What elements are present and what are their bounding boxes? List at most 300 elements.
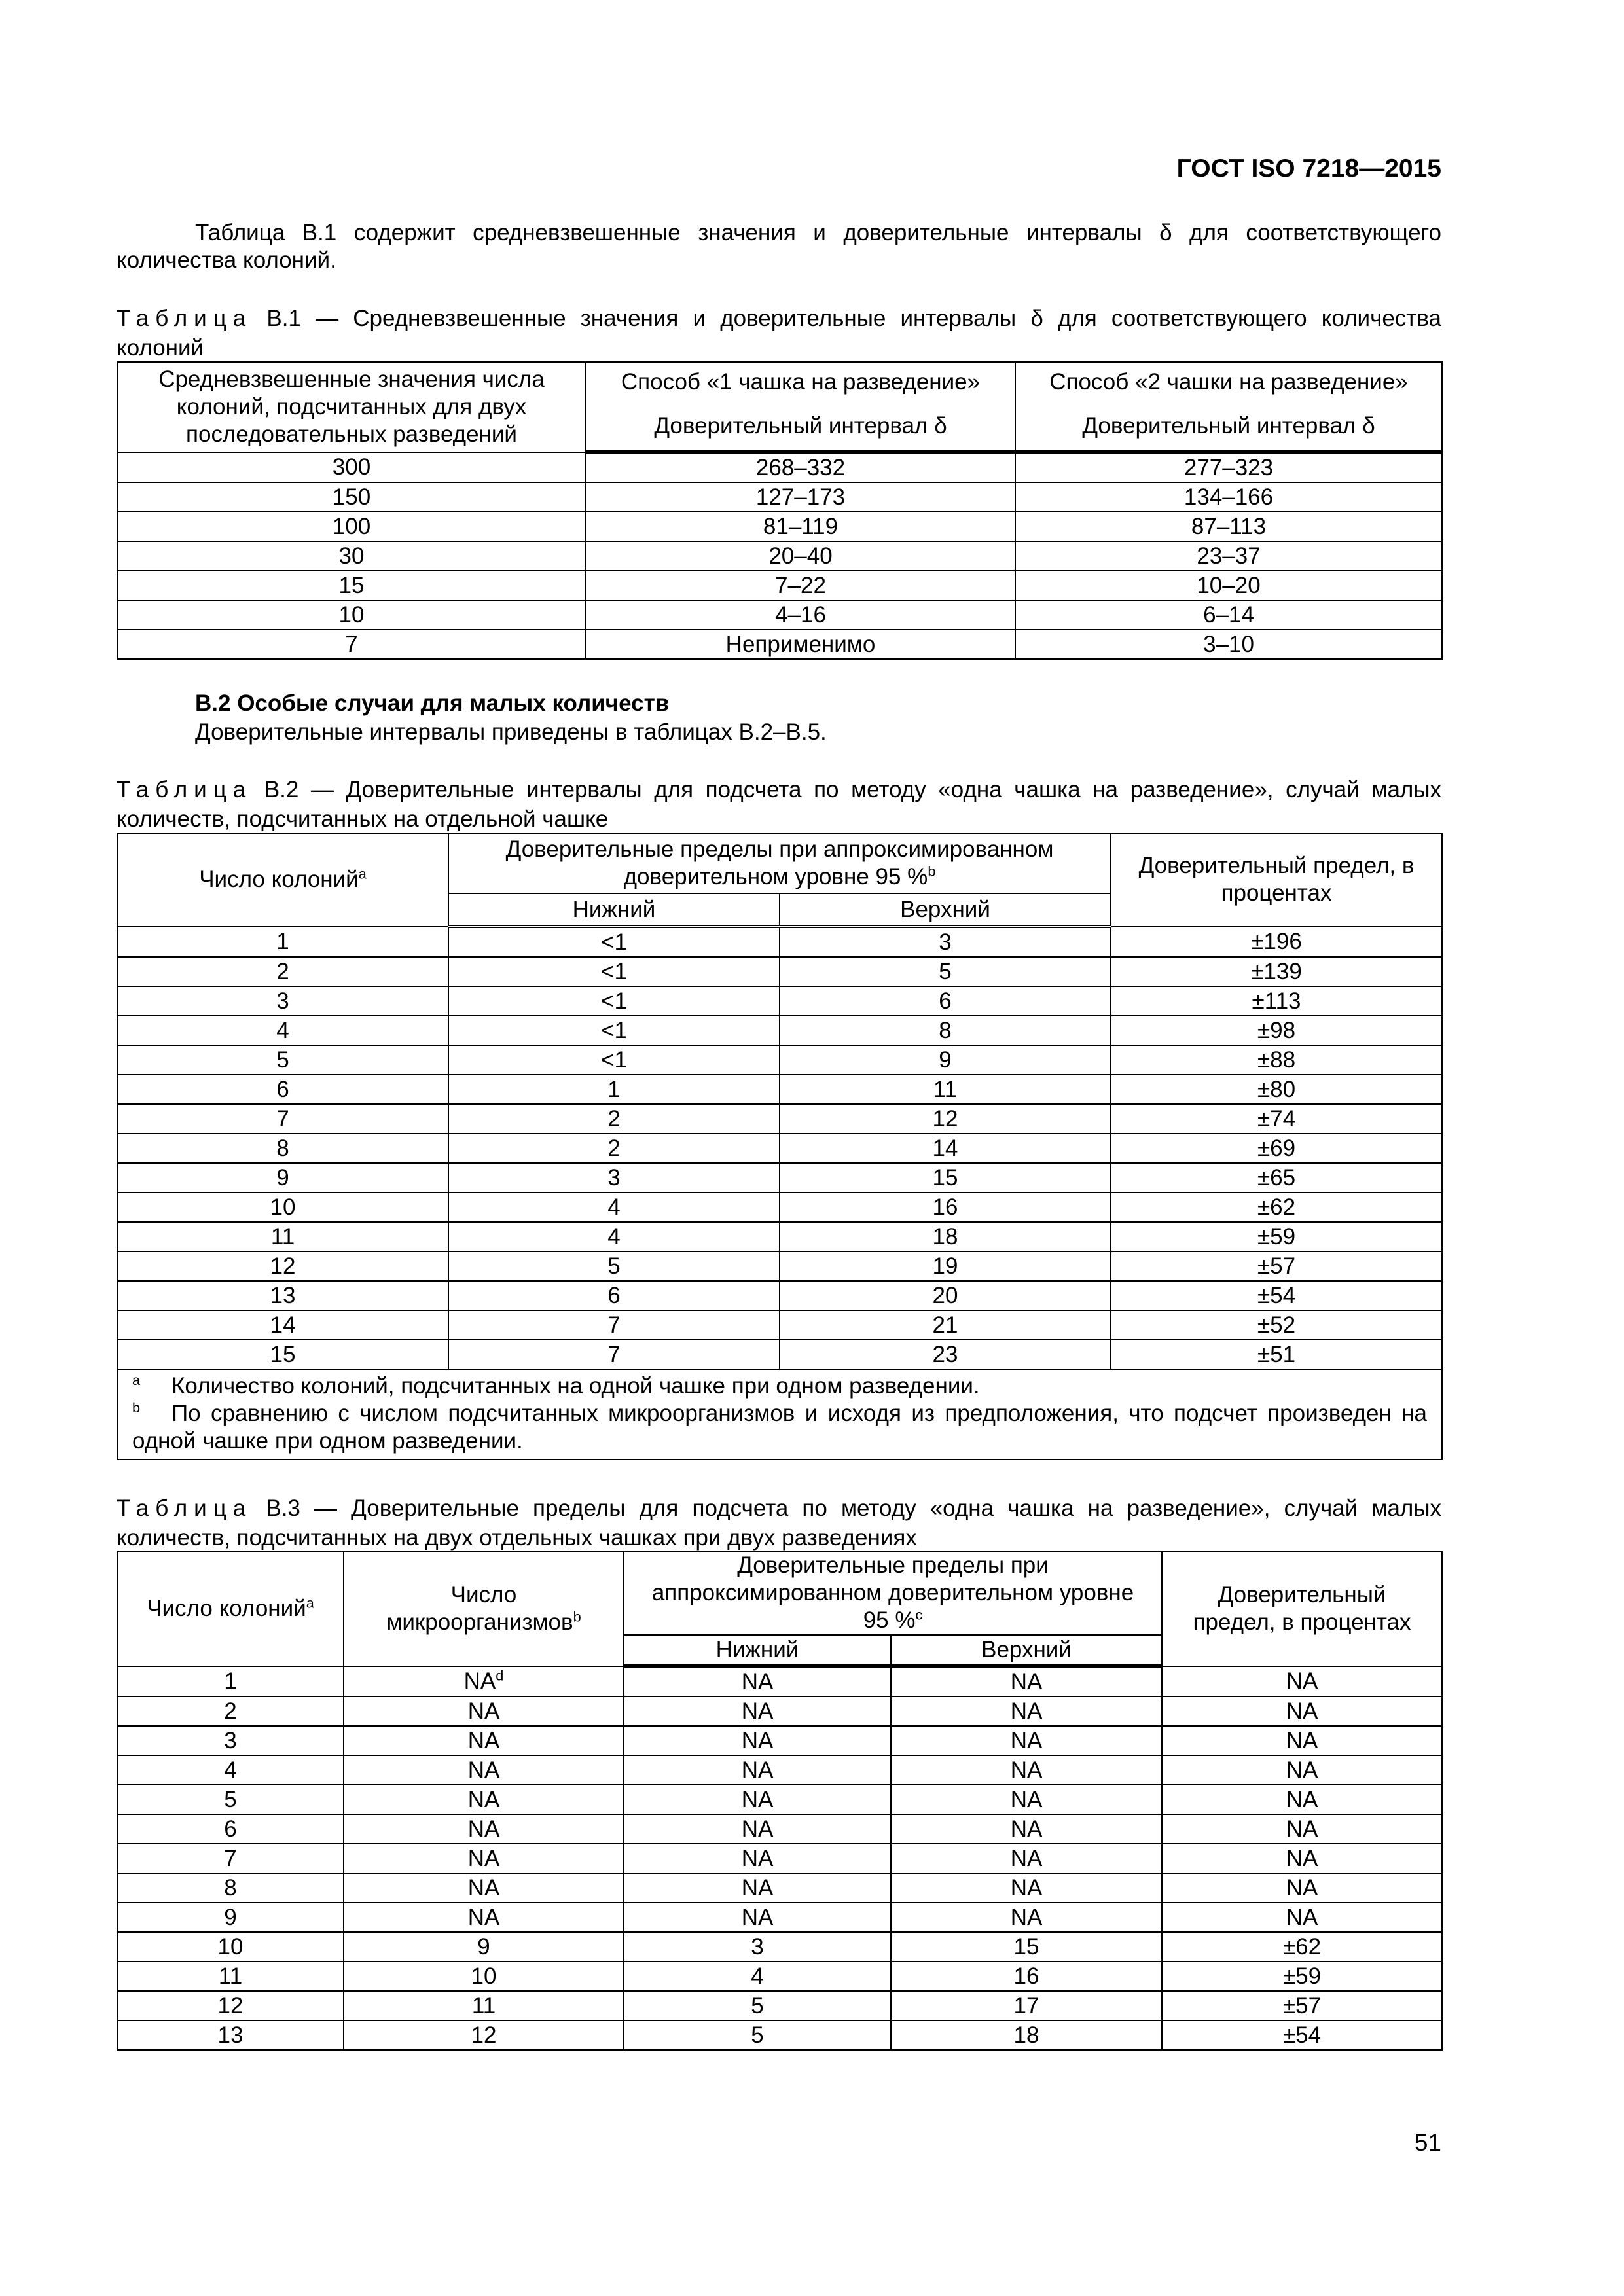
table-cell	[624, 1666, 891, 1697]
table1-caption-text: В.1 — Средневзвешенные значения и доверительные интервалы δ для соответствующего количества колоний	[117, 306, 1441, 361]
table-row	[117, 1222, 1442, 1251]
cell-value: ±80	[1257, 1076, 1296, 1102]
table-cell	[586, 512, 1015, 541]
cell-value: 4	[607, 1223, 621, 1249]
cell-value: NA	[1286, 1816, 1318, 1842]
cell-value: NA	[467, 1757, 500, 1783]
table2-caption	[117, 776, 1441, 834]
cell-value: 10	[338, 601, 365, 628]
cell-value: NA	[1010, 1904, 1043, 1930]
cell-value: ±88	[1257, 1047, 1296, 1073]
section-b2-title: В.2 Особые случаи для малых количеств	[195, 691, 670, 716]
table-cell	[780, 1193, 1111, 1222]
table-cell	[1111, 1310, 1442, 1340]
table-row	[117, 927, 1442, 958]
table2-caption-label: Таблица	[117, 777, 253, 802]
table2-header-colonies-sup: a	[358, 865, 367, 882]
table-row	[117, 957, 1442, 986]
table-cell	[1111, 1193, 1442, 1222]
cell-value: 20	[932, 1282, 958, 1308]
table-cell	[117, 1163, 448, 1193]
intro-paragraph: Таблица В.1 содержит средневзвешенные значения и доверительные интервалы δ для соответствующего количества колоний.	[117, 220, 1441, 273]
table-row	[117, 630, 1442, 659]
table-cell	[344, 2020, 624, 2050]
table-row	[117, 1045, 1442, 1075]
table-cell	[1162, 1755, 1442, 1785]
table-cell	[448, 1045, 780, 1075]
cell-value: 4	[751, 1963, 764, 1989]
table-row	[117, 1696, 1442, 1726]
cell-value: 10	[471, 1963, 497, 1989]
table-cell	[891, 1844, 1162, 1873]
table-cell	[117, 512, 586, 541]
table-cell	[624, 1873, 891, 1903]
cell-value: NA	[467, 1904, 500, 1930]
table-cell	[891, 1932, 1162, 1962]
table1-body	[117, 452, 1442, 660]
table3-header-colonies	[117, 1551, 344, 1666]
table2-footnote-a: $^a$ Количество колоний, подсчитанных на одной чашке при одном разведении.	[132, 1372, 980, 1399]
cell-value: 11	[933, 1076, 958, 1102]
cell-value: 8	[939, 1017, 952, 1043]
cell-value: 3	[607, 1164, 621, 1191]
table-cell	[1015, 571, 1442, 600]
cell-value: 6–14	[1203, 601, 1254, 628]
table3-header-colonies-sup: a	[306, 1594, 314, 1611]
table2-footnote-b: $^b$ По сравнению с числом подсчитанных микроорганизмов и исходя из предположения, что подсчет произведен на одной чашке при одном разведении.	[132, 1399, 1428, 1454]
table-row	[117, 1991, 1442, 2020]
cell-value: 5	[224, 1786, 237, 1812]
table2-header-colonies	[117, 833, 448, 927]
table-cell	[344, 1844, 624, 1873]
table-row	[117, 1785, 1442, 1814]
table-cell	[1162, 1726, 1442, 1755]
table-cell	[344, 1814, 624, 1844]
table-cell	[1162, 1696, 1442, 1726]
table-cell	[780, 986, 1111, 1016]
table3	[117, 1551, 1443, 2051]
cell-value: NA	[741, 1816, 774, 1842]
cell-value: NA	[1010, 1874, 1043, 1901]
cell-value: ±98	[1257, 1017, 1296, 1043]
table-cell	[448, 1134, 780, 1163]
cell-value: 1	[607, 1076, 621, 1102]
table-cell	[344, 1726, 624, 1755]
table-cell	[117, 1222, 448, 1251]
cell-value: ±57	[1257, 1253, 1296, 1279]
table-cell	[1111, 957, 1442, 986]
cell-value: 10	[217, 1933, 244, 1960]
table-cell	[344, 1991, 624, 2020]
cell-value: NA	[1010, 1727, 1043, 1753]
cell-value: ±113	[1252, 988, 1301, 1014]
cell-value: NA	[741, 1874, 774, 1901]
table-cell	[448, 1193, 780, 1222]
section-b2-text: Доверительные интервалы приведены в таблицах В.2–В.5.	[195, 719, 827, 745]
table-cell	[117, 1873, 344, 1903]
cell-value: 13	[270, 1282, 296, 1308]
table-cell	[117, 600, 586, 630]
table-cell	[1162, 1962, 1442, 1991]
table-cell	[780, 957, 1111, 986]
cell-value: ±139	[1251, 958, 1302, 984]
cell-value: NA	[1286, 1904, 1318, 1930]
table3-body	[117, 1666, 1442, 2051]
cell-value: 81–119	[763, 513, 839, 539]
cell-value: NA	[463, 1668, 496, 1694]
cell-value: ±62	[1282, 1933, 1322, 1960]
table-row	[117, 1163, 1442, 1193]
table-cell	[624, 1844, 891, 1873]
table3-header-limits-label: Доверительные пределы при аппроксимированном доверительном уровне 95 %	[651, 1552, 1134, 1633]
table-row	[117, 1814, 1442, 1844]
table-cell	[780, 1340, 1111, 1369]
table-cell	[448, 1340, 780, 1369]
table-cell	[780, 1163, 1111, 1193]
table-cell	[1162, 1903, 1442, 1932]
cell-value: ±51	[1257, 1341, 1296, 1367]
table1-caption-label: Таблица	[117, 306, 253, 331]
table3-header-colonies-label: Число колоний	[147, 1595, 306, 1621]
table2-header-lower: Нижний	[448, 893, 780, 927]
table-cell	[780, 1075, 1111, 1104]
cell-value: NA	[467, 1845, 500, 1871]
cell-value: NA	[1286, 1727, 1318, 1753]
table3-header-upper: Верхний	[891, 1635, 1162, 1666]
cell-value: NA	[741, 1668, 774, 1695]
cell-value: 30	[338, 543, 365, 569]
cell-value: 12	[217, 1992, 244, 2018]
cell-value: 150	[332, 484, 371, 510]
table-cell	[448, 1222, 780, 1251]
cell-value: 7	[276, 1105, 289, 1132]
cell-value: ±74	[1257, 1105, 1296, 1132]
cell-value: 19	[932, 1253, 958, 1279]
cell-value: 11	[471, 1992, 496, 2018]
table-cell	[117, 1755, 344, 1785]
table3-header-percent: Доверительный предел, в процентах	[1162, 1551, 1442, 1666]
table-cell	[1162, 1991, 1442, 2020]
table-cell	[117, 957, 448, 986]
cell-value: 6	[607, 1282, 621, 1308]
table-row	[117, 1251, 1442, 1281]
cell-value: 15	[270, 1341, 296, 1367]
table-cell	[780, 1016, 1111, 1045]
page-number: 51	[1414, 2129, 1441, 2156]
cell-value: NA	[1010, 1698, 1043, 1724]
table-cell	[586, 630, 1015, 659]
table2-footnotes	[117, 1369, 1442, 1460]
table-cell	[1162, 1873, 1442, 1903]
table-cell	[780, 927, 1111, 958]
cell-value: 13	[217, 2022, 244, 2048]
cell-value: 2	[276, 958, 289, 984]
cell-value: 4	[607, 1194, 621, 1220]
table-cell	[117, 1134, 448, 1163]
table-row	[117, 1193, 1442, 1222]
table-row	[117, 1281, 1442, 1310]
cell-value: 3	[939, 929, 952, 955]
table-cell	[891, 1903, 1162, 1932]
cell-value: 18	[932, 1223, 958, 1249]
cell-value: 12	[270, 1253, 296, 1279]
cell-value: Неприменимо	[725, 631, 876, 657]
table-cell	[1015, 541, 1442, 571]
table3-header-microorganisms-label: Число микроорганизмов	[386, 1581, 573, 1635]
cell-value: NA	[467, 1874, 500, 1901]
cell-value: <1	[601, 929, 627, 955]
footnote-a-text: Количество колоний, подсчитанных на одной чашке при одном разведении.	[171, 1373, 980, 1399]
table-cell	[117, 1251, 448, 1281]
table-cell	[117, 1310, 448, 1340]
cell-value: 11	[218, 1963, 243, 1989]
table-cell	[624, 1814, 891, 1844]
table-cell	[117, 927, 448, 958]
cell-value: 4	[224, 1757, 237, 1783]
table2-header-percent: Доверительный предел, в процентах	[1111, 833, 1442, 927]
table-cell	[448, 986, 780, 1016]
table2-header-colonies-label: Число колоний	[199, 867, 359, 893]
table-cell	[117, 630, 586, 659]
table-cell	[624, 1991, 891, 2020]
cell-value: NA	[741, 1786, 774, 1812]
table-cell	[586, 600, 1015, 630]
table1-header-col2-title: Способ «1 чашка на разведение»	[586, 362, 1015, 402]
cell-value: 14	[932, 1135, 958, 1161]
cell-value: NA	[741, 1698, 774, 1724]
table-cell	[448, 957, 780, 986]
cell-value: 2	[607, 1135, 621, 1161]
cell-value: NA	[1010, 1668, 1043, 1695]
table-cell	[117, 2020, 344, 2050]
cell-value: NA	[1286, 1786, 1318, 1812]
table3-first-row-sup: d	[496, 1667, 504, 1684]
cell-value: NA	[1010, 1845, 1043, 1871]
table-cell	[1015, 482, 1442, 512]
table-cell	[117, 1932, 344, 1962]
table-cell	[624, 1785, 891, 1814]
cell-value: NA	[741, 1727, 774, 1753]
cell-value: 3	[224, 1727, 237, 1753]
cell-value: 9	[224, 1904, 237, 1930]
table-cell	[1111, 1075, 1442, 1104]
table-cell	[117, 986, 448, 1016]
cell-value: NA	[1010, 1816, 1043, 1842]
cell-value: <1	[601, 958, 627, 984]
table-cell	[624, 1696, 891, 1726]
table2-header-limits	[448, 833, 1111, 893]
cell-value: ±59	[1282, 1963, 1322, 1989]
cell-value: <1	[601, 988, 627, 1014]
table-row	[117, 600, 1442, 630]
table-cell	[344, 1873, 624, 1903]
cell-value: NA	[1010, 1757, 1043, 1783]
table-cell	[780, 1310, 1111, 1340]
cell-value: 5	[939, 958, 952, 984]
cell-value: NA	[1286, 1668, 1318, 1694]
cell-value: NA	[467, 1698, 500, 1724]
cell-value: 127–173	[755, 484, 846, 510]
cell-value: 5	[751, 1992, 764, 2018]
cell-value: 16	[932, 1194, 958, 1220]
table-row	[117, 986, 1442, 1016]
cell-value: 15	[932, 1164, 958, 1191]
table-cell	[780, 1134, 1111, 1163]
cell-value: 3–10	[1203, 631, 1254, 657]
table-cell	[624, 1932, 891, 1962]
cell-value: 300	[332, 454, 371, 480]
cell-value: NA	[1286, 1698, 1318, 1724]
cell-value: 6	[224, 1816, 237, 1842]
cell-value: 4–16	[775, 601, 826, 628]
cell-value: ±54	[1257, 1282, 1296, 1308]
cell-value: NA	[741, 1904, 774, 1930]
cell-value: NA	[467, 1816, 500, 1842]
table-cell	[891, 1873, 1162, 1903]
table-row	[117, 1340, 1442, 1369]
table-cell	[1111, 1222, 1442, 1251]
table-cell	[117, 482, 586, 512]
table-cell	[117, 1844, 344, 1873]
table-cell	[344, 1962, 624, 1991]
table-cell	[586, 482, 1015, 512]
table-row	[117, 482, 1442, 512]
table-cell	[1162, 1932, 1442, 1962]
table-cell	[891, 1666, 1162, 1697]
cell-value: 9	[477, 1933, 490, 1960]
table-cell	[117, 1016, 448, 1045]
table-cell	[891, 1962, 1162, 1991]
cell-value: NA	[467, 1786, 500, 1812]
table-cell	[586, 571, 1015, 600]
cell-value: 8	[276, 1135, 289, 1161]
table3-caption-text: В.3 — Доверительные пределы для подсчета по методу «одна чашка на разведение», случай малых количеств, подсчитанных на двух отдельных чашках при двух разведениях	[117, 1496, 1441, 1551]
cell-value: 10–20	[1197, 572, 1261, 598]
cell-value: 1	[224, 1668, 237, 1694]
table3-header-limits	[624, 1551, 1162, 1635]
cell-value: 15	[1013, 1933, 1039, 1960]
table-row	[117, 1755, 1442, 1785]
cell-value: 2	[607, 1105, 621, 1132]
table-row	[117, 1075, 1442, 1104]
table-row	[117, 1726, 1442, 1755]
cell-value: NA	[1286, 1874, 1318, 1901]
cell-value: 3	[276, 988, 289, 1014]
cell-value: NA	[741, 1757, 774, 1783]
table-row	[117, 1134, 1442, 1163]
cell-value: 9	[939, 1047, 952, 1073]
table1-header-col1: Средневзвешенные значения числа колоний, подсчитанных для двух последовательных разведений	[117, 362, 586, 452]
table-cell	[117, 1785, 344, 1814]
table-cell	[448, 927, 780, 958]
table-cell	[117, 1666, 344, 1697]
table-row	[117, 2020, 1442, 2050]
cell-value: ±65	[1257, 1164, 1296, 1191]
table-cell	[117, 1193, 448, 1222]
cell-value: ±52	[1257, 1312, 1296, 1338]
cell-value: 6	[276, 1076, 289, 1102]
table-cell	[624, 1962, 891, 1991]
table-cell	[891, 1755, 1162, 1785]
table-cell	[117, 1962, 344, 1991]
table-cell	[344, 1785, 624, 1814]
cell-value: 12	[932, 1105, 958, 1132]
table-cell	[891, 1814, 1162, 1844]
cell-value: NA	[741, 1845, 774, 1871]
table-cell	[1162, 1814, 1442, 1844]
cell-value: 7	[607, 1341, 621, 1367]
cell-value: ±196	[1251, 928, 1302, 954]
table-cell	[891, 1696, 1162, 1726]
cell-value: 4	[276, 1017, 289, 1043]
table1-caption	[117, 304, 1441, 363]
cell-value: 277–323	[1183, 454, 1274, 480]
table-cell	[117, 541, 586, 571]
table-cell	[448, 1104, 780, 1134]
table-cell	[780, 1281, 1111, 1310]
cell-value: <1	[601, 1047, 627, 1073]
cell-value: 134–166	[1183, 484, 1274, 510]
table-cell	[1162, 1785, 1442, 1814]
table-cell	[1015, 600, 1442, 630]
cell-value: 8	[224, 1874, 237, 1901]
cell-value: 9	[276, 1164, 289, 1191]
table-cell	[117, 1045, 448, 1075]
footnote-b-text: По сравнению с числом подсчитанных микроорганизмов и исходя из предположения, что подсчет произведен на одной чашке при одном разведении.	[132, 1401, 1428, 1454]
table-cell	[344, 1903, 624, 1932]
table-row	[117, 512, 1442, 541]
cell-value: 18	[1013, 2022, 1039, 2048]
cell-value: NA	[1286, 1845, 1318, 1871]
table-cell	[344, 1755, 624, 1785]
table-cell	[344, 1932, 624, 1962]
cell-value: NA	[1010, 1786, 1043, 1812]
table3-caption	[117, 1494, 1441, 1553]
table-cell	[1111, 1016, 1442, 1045]
table-cell	[1111, 1045, 1442, 1075]
table-cell	[448, 1281, 780, 1310]
cell-value: 5	[751, 2022, 764, 2048]
table-cell	[891, 1991, 1162, 2020]
table-cell	[117, 1281, 448, 1310]
table-row	[117, 1666, 1442, 1697]
table-row	[117, 1932, 1442, 1962]
table-cell	[780, 1251, 1111, 1281]
table2-body	[117, 927, 1442, 1370]
cell-value: 5	[276, 1047, 289, 1073]
table-cell	[117, 452, 586, 483]
table-cell	[586, 452, 1015, 483]
table-row	[117, 541, 1442, 571]
table-cell	[780, 1104, 1111, 1134]
table1-header-col3-sub: Доверительный интервал δ	[1015, 402, 1442, 452]
table-cell	[1111, 986, 1442, 1016]
table-row	[117, 1873, 1442, 1903]
cell-value: 15	[338, 572, 365, 598]
table-cell	[891, 2020, 1162, 2050]
table-cell	[448, 1251, 780, 1281]
cell-value: 23	[932, 1341, 958, 1367]
cell-value: 6	[939, 988, 952, 1014]
table1-header-col3-title: Способ «2 чашки на разведение»	[1015, 362, 1442, 402]
table-cell	[624, 1755, 891, 1785]
table-row	[117, 1310, 1442, 1340]
cell-value: 12	[471, 2022, 497, 2048]
table-cell	[448, 1075, 780, 1104]
table-cell	[1111, 1281, 1442, 1310]
cell-value: <1	[601, 1017, 627, 1043]
table-cell	[624, 1726, 891, 1755]
